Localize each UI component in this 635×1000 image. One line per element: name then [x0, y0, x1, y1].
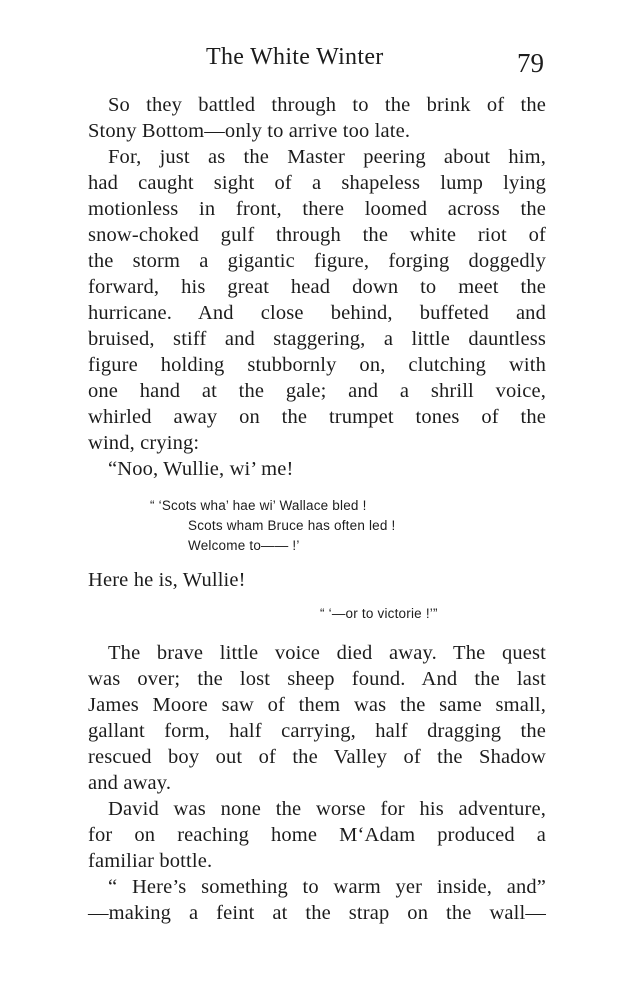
text-line: Stony Bottom—only to arrive too late.	[88, 120, 411, 142]
running-head	[88, 44, 546, 78]
text-line: James Moore saw of them was the same small,	[88, 694, 546, 716]
text-line: figure holding stubbornly on, clutching with	[88, 354, 546, 376]
text-line: wind, crying:	[88, 432, 200, 454]
running-title: The White Winter	[206, 44, 384, 70]
text-line: the storm a gigantic figure, forging doggedly	[88, 250, 546, 272]
text-line: rescued boy out of the Valley of the Shadow	[88, 746, 546, 768]
verse-line: “ ‘—or to victorie !’”	[320, 606, 438, 621]
text-line: gallant form, half carrying, half dragging the	[88, 720, 546, 742]
text-line: The brave little voice died away. The quest	[108, 642, 546, 664]
text-line: For, just as the Master peering about him,	[108, 146, 546, 168]
text-line: “Noo, Wullie, wi’ me!	[108, 458, 294, 480]
text-line: whirled away on the trumpet tones of the	[88, 406, 546, 428]
text-line: motionless in front, there loomed across the	[88, 198, 546, 220]
text-line: —making a feint at the strap on the wall—	[88, 902, 546, 924]
text-line: So they battled through to the brink of the	[108, 94, 546, 116]
text-line: David was none the worse for his adventure,	[108, 798, 546, 820]
text-line: one hand at the gale; and a shrill voice,	[88, 380, 546, 402]
text-line: for on reaching home M‘Adam produced a	[88, 824, 546, 846]
text-line: hurricane. And close behind, buffeted and	[88, 302, 546, 324]
verse-line: Scots wham Bruce has often led !	[188, 518, 396, 533]
text-line: forward, his great head down to meet the	[88, 276, 546, 298]
verse-line: Welcome to—— !’	[188, 538, 300, 553]
text-line: bruised, stiff and staggering, a little dauntless	[88, 328, 546, 350]
verse-line: “ ‘Scots wha’ hae wi’ Wallace bled !	[150, 498, 367, 513]
text-line: “ Here’s something to warm yer inside, and”	[108, 876, 546, 898]
text-line: familiar bottle.	[88, 850, 213, 872]
text-line: and away.	[88, 772, 172, 794]
text-line: was over; the lost sheep found. And the last	[88, 668, 546, 690]
text-line: snow-choked gulf through the white riot of	[88, 224, 546, 246]
text-line: had caught sight of a shapeless lump lying	[88, 172, 546, 194]
page-number: 79	[517, 48, 544, 78]
text-line: Here he is, Wullie!	[88, 569, 246, 591]
